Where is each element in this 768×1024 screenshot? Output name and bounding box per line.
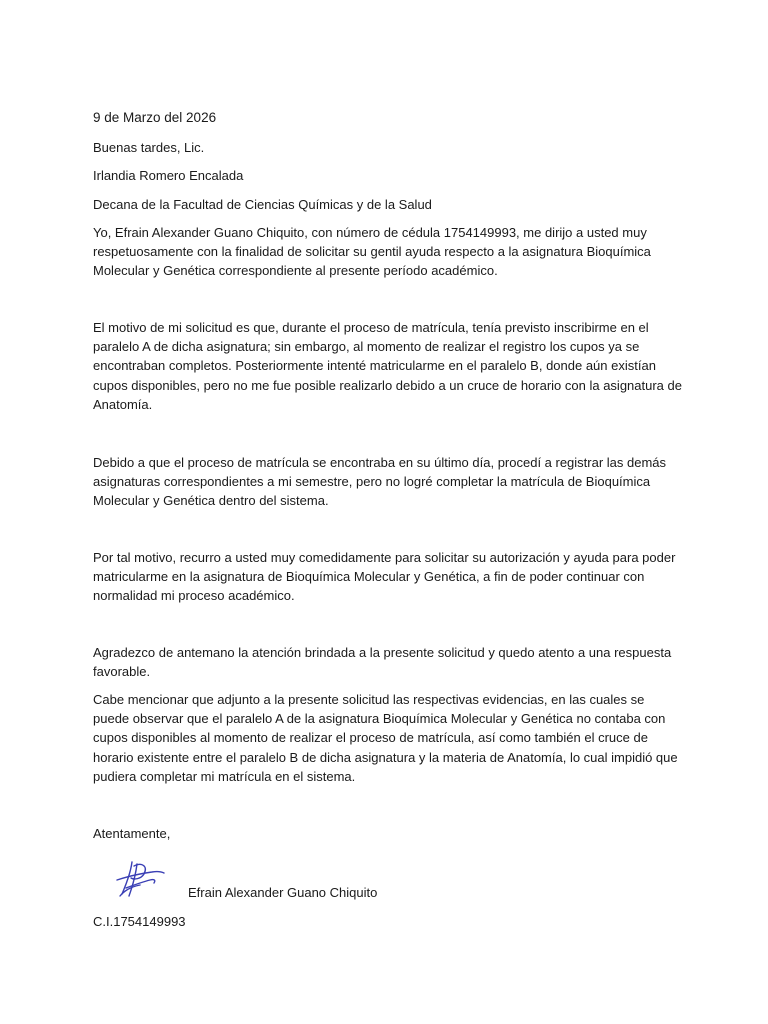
signer-id: C.I.1754149993: [93, 914, 186, 929]
handwritten-signature: [112, 858, 168, 900]
paragraph-reason: El motivo de mi solicitud es que, durante el proceso de matrícula, tenía previsto inscribirme en el paralelo A de dicha asignatura; sin embargo, al momento de realizar el registro los cupos ya se encontraban completos. Posteriormente intenté matricularme en el paralelo B, donde aún existían cupos disponibles, pero no me fue posible realizarlo debido a un cruce de horario con la asignatura de Anatomía.: [93, 320, 682, 412]
greeting: Buenas tardes, Lic.: [93, 140, 205, 155]
paragraph-request: Por tal motivo, recurro a usted muy comedidamente para solicitar su autorización y ayuda para poder matricularme en la asignatura de Bioquímica Molecular y Genética, a fin de poder continuar con normalidad mi proceso académico.: [93, 550, 676, 604]
closing: Atentamente,: [93, 826, 171, 841]
paragraph-last-day: Debido a que el proceso de matrícula se encontraba en su último día, procedí a registrar las demás asignaturas correspondientes a mi semestre, pero no logré completar la matrícula de Bioquímica Molecular y Genética dentro del sistema.: [93, 455, 667, 509]
paragraph-thanks: Agradezco de antemano la atención brindada a la presente solicitud y quedo atento a una respuesta favorable.: [93, 645, 672, 680]
paragraph-evidence: Cabe mencionar que adjunto a la presente solicitud las respectivas evidencias, en las cuales se puede observar que el paralelo A de la asignatura Bioquímica Molecular y Genética no contaba con cupos disponibles al momento de realizar el proceso de matrícula, así como también el cruce de horario existente entre el paralelo B de dicha asignatura y la materia de Anatomía, lo cual impidió que pudiera completar mi matrícula en el sistema.: [93, 692, 678, 784]
signer-name: Efrain Alexander Guano Chiquito: [188, 885, 378, 900]
letter-date: 9 de Marzo del 2026: [93, 110, 217, 125]
paragraph-introduction: Yo, Efrain Alexander Guano Chiquito, con número de cédula 1754149993, me dirijo a usted muy respetuosamente con la finalidad de solicitar su gentil ayuda respecto a la asignatura Bioquímica Molecular y Genética correspondiente al presente período académico.: [93, 225, 651, 279]
recipient-name: Irlandia Romero Encalada: [93, 168, 244, 183]
recipient-title: Decana de la Facultad de Ciencias Químicas y de la Salud: [93, 197, 432, 212]
